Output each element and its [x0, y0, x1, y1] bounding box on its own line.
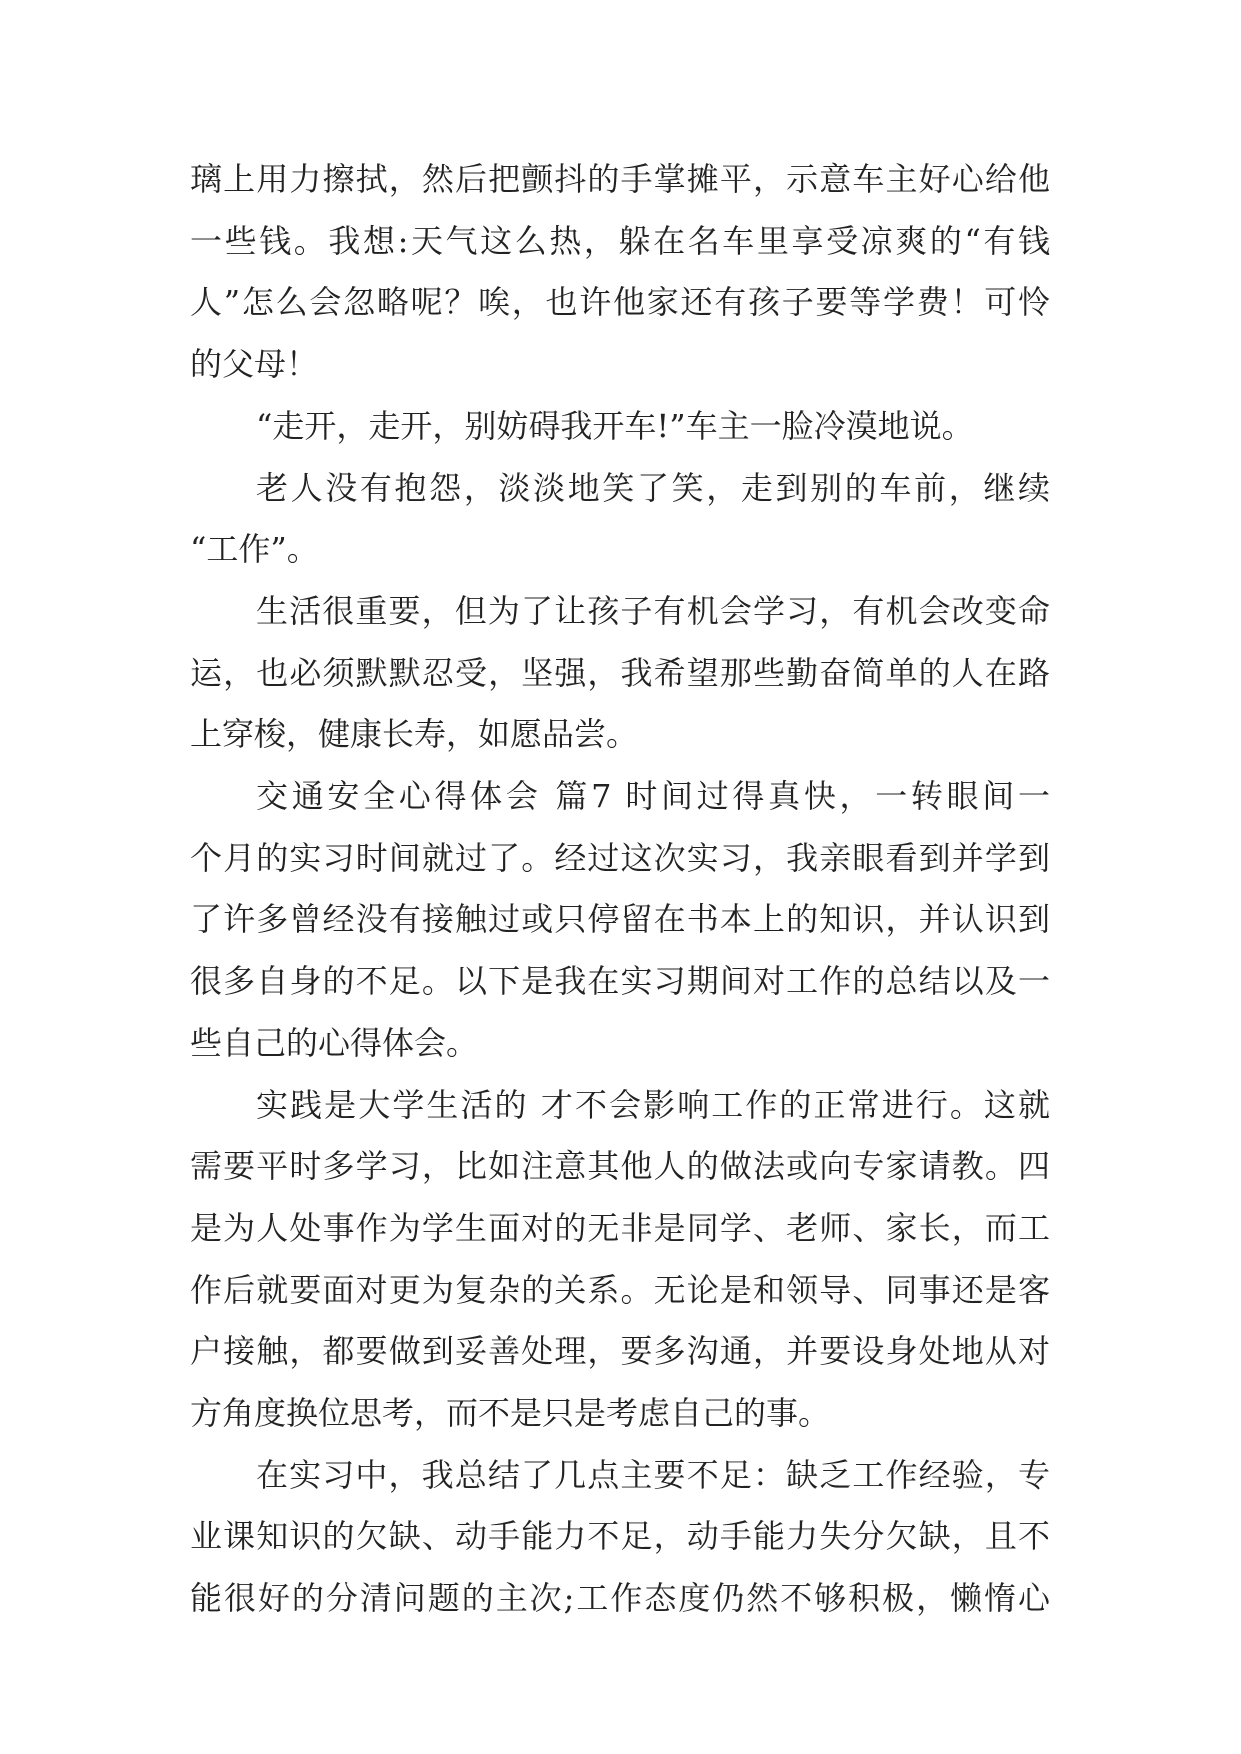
- text-line: 生活很重要，但为了让孩子有机会学习，有机会改变命: [256, 591, 1050, 630]
- text-line: 璃上用力擦拭，然后把颤抖的手掌摊平，示意车主好心给他: [190, 160, 1050, 198]
- text-line: “走开，走开，别妨碍我开车!”车主一脸冷漠地说。: [256, 406, 974, 445]
- text-line: 了许多曾经没有接触过或只停留在书本上的知识，并认识到: [190, 900, 1050, 939]
- text-line: 业课知识的欠缺、动手能力不足，动手能力失分欠缺，且不: [190, 1517, 1050, 1556]
- text-line: 些自己的心得体会。: [190, 1023, 479, 1062]
- text-line: 的父母！: [190, 345, 319, 384]
- text-line: 很多自身的不足。以下是我在实习期间对工作的总结以及一: [190, 962, 1050, 1001]
- text-line: “工作”。: [190, 530, 319, 569]
- text-line: 一些钱。我想:天气这么热，躲在名车里享受凉爽的“有钱: [190, 221, 1050, 260]
- text-line: 人”怎么会忽略呢？唉，也许他家还有孩子要等学费！可怜: [190, 283, 1050, 322]
- text-line: 上穿梭，健康长寿，如愿品尝。: [190, 715, 639, 754]
- text-line: 作后就要面对更为复杂的关系。无论是和领导、同事还是客: [190, 1270, 1050, 1309]
- text-line: 在实习中，我总结了几点主要不足：缺乏工作经验，专: [256, 1455, 1050, 1494]
- text-line: 运，也必须默默忍受，坚强，我希望那些勤奋简单的人在路: [190, 653, 1050, 692]
- text-line: 方角度换位思考，而不是只是考虑自己的事。: [190, 1394, 831, 1432]
- text-line: 能很好的分清问题的主次;工作态度仍然不够积极，懒惰心: [190, 1579, 1050, 1618]
- text-line: 交通安全心得体会 篇7 时间过得真快，一转眼间一: [256, 777, 1050, 815]
- text-line: 老人没有抱怨，淡淡地笑了笑，走到别的车前，继续: [256, 468, 1050, 507]
- text-line: 个月的实习时间就过了。经过这次实习，我亲眼看到并学到: [190, 838, 1050, 877]
- text-line: 户接触，都要做到妥善处理，要多沟通，并要设身处地从对: [190, 1332, 1050, 1371]
- text-line: 需要平时多学习，比如注意其他人的做法或向专家请教。四: [190, 1147, 1050, 1186]
- text-line: 实践是大学生活的 才不会影响工作的正常进行。这就: [256, 1085, 1050, 1124]
- text-line: 是为人处事作为学生面对的无非是同学、老师、家长，而工: [190, 1208, 1050, 1247]
